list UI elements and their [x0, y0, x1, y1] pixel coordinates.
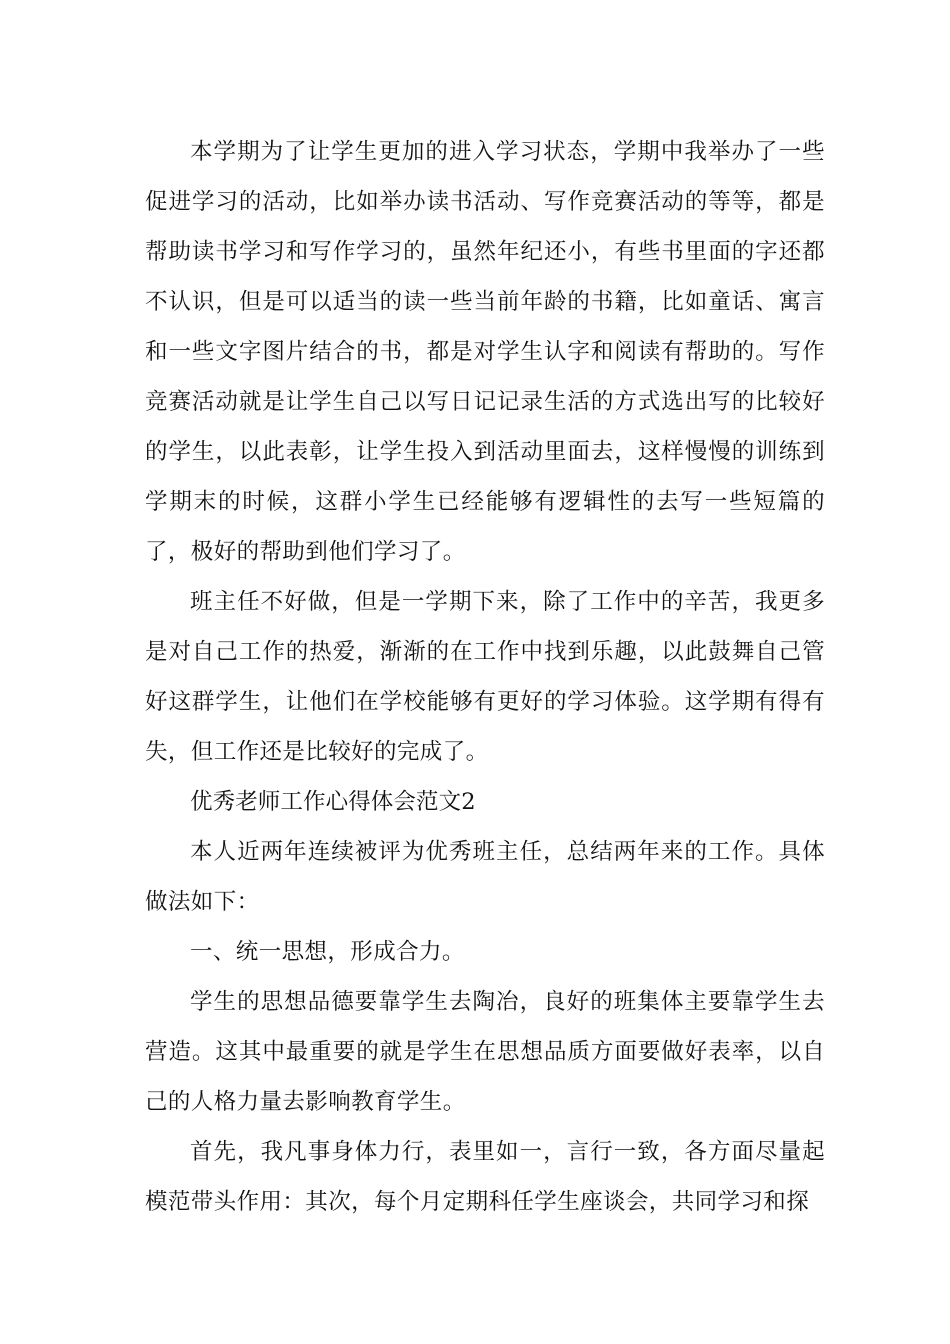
numbered-heading: 一、统一思想，形成合力。 — [190, 939, 465, 965]
paragraph-class-teacher-reflection: 班主任不好做，但是一学期下来，除了工作中的辛苦，我更多是对自己工作的热爱，渐渐的在工作中找到乐趣，以此鼓舞自己管好这群学生，让他们在学校能够有更好的学习体验。这学期有得有失，但工作还是比较好的完成了。 — [145, 589, 825, 765]
paragraph-intro: 本人近两年连续被评为优秀班主任，总结两年来的工作。具体做法如下： — [145, 839, 825, 915]
paragraph-moral-education: 学生的思想品德要靠学生去陶冶，良好的班集体主要靠学生去营造。这其中最重要的就是学生在思想品质方面要做好表率，以自己的人格力量去影响教育学生。 — [145, 989, 825, 1115]
section-title: 优秀老师工作心得体会范文2 — [190, 789, 476, 815]
paragraph-lead-by-example: 首先，我凡事身体力行，表里如一，言行一致，各方面尽量起模范带头作用：其次，每个月定期科任学生座谈会，共同学习和探 — [145, 1139, 825, 1215]
document-page — [145, 127, 825, 1227]
paragraph-reading-activities: 本学期为了让学生更加的进入学习状态，学期中我举办了一些促进学习的活动，比如举办读书活动、写作竞赛活动的等等，都是帮助读书学习和写作学习的，虽然年纪还小，有些书里面的字还都不认识，但是可以适当的读一些当前年龄的书籍，比如童话、寓言和一些文字图片结合的书，都是对学生认字和阅读有帮助的。写作竞赛活动就是让学生自己以写日记记录生活的方式选出写的比较好的学生，以此表彰，让学生投入到活动里面去，这样慢慢的训练到学期末的时候，这群小学生已经能够有逻辑性的去写一些短篇的了，极好的帮助到他们学习了。 — [145, 139, 825, 565]
